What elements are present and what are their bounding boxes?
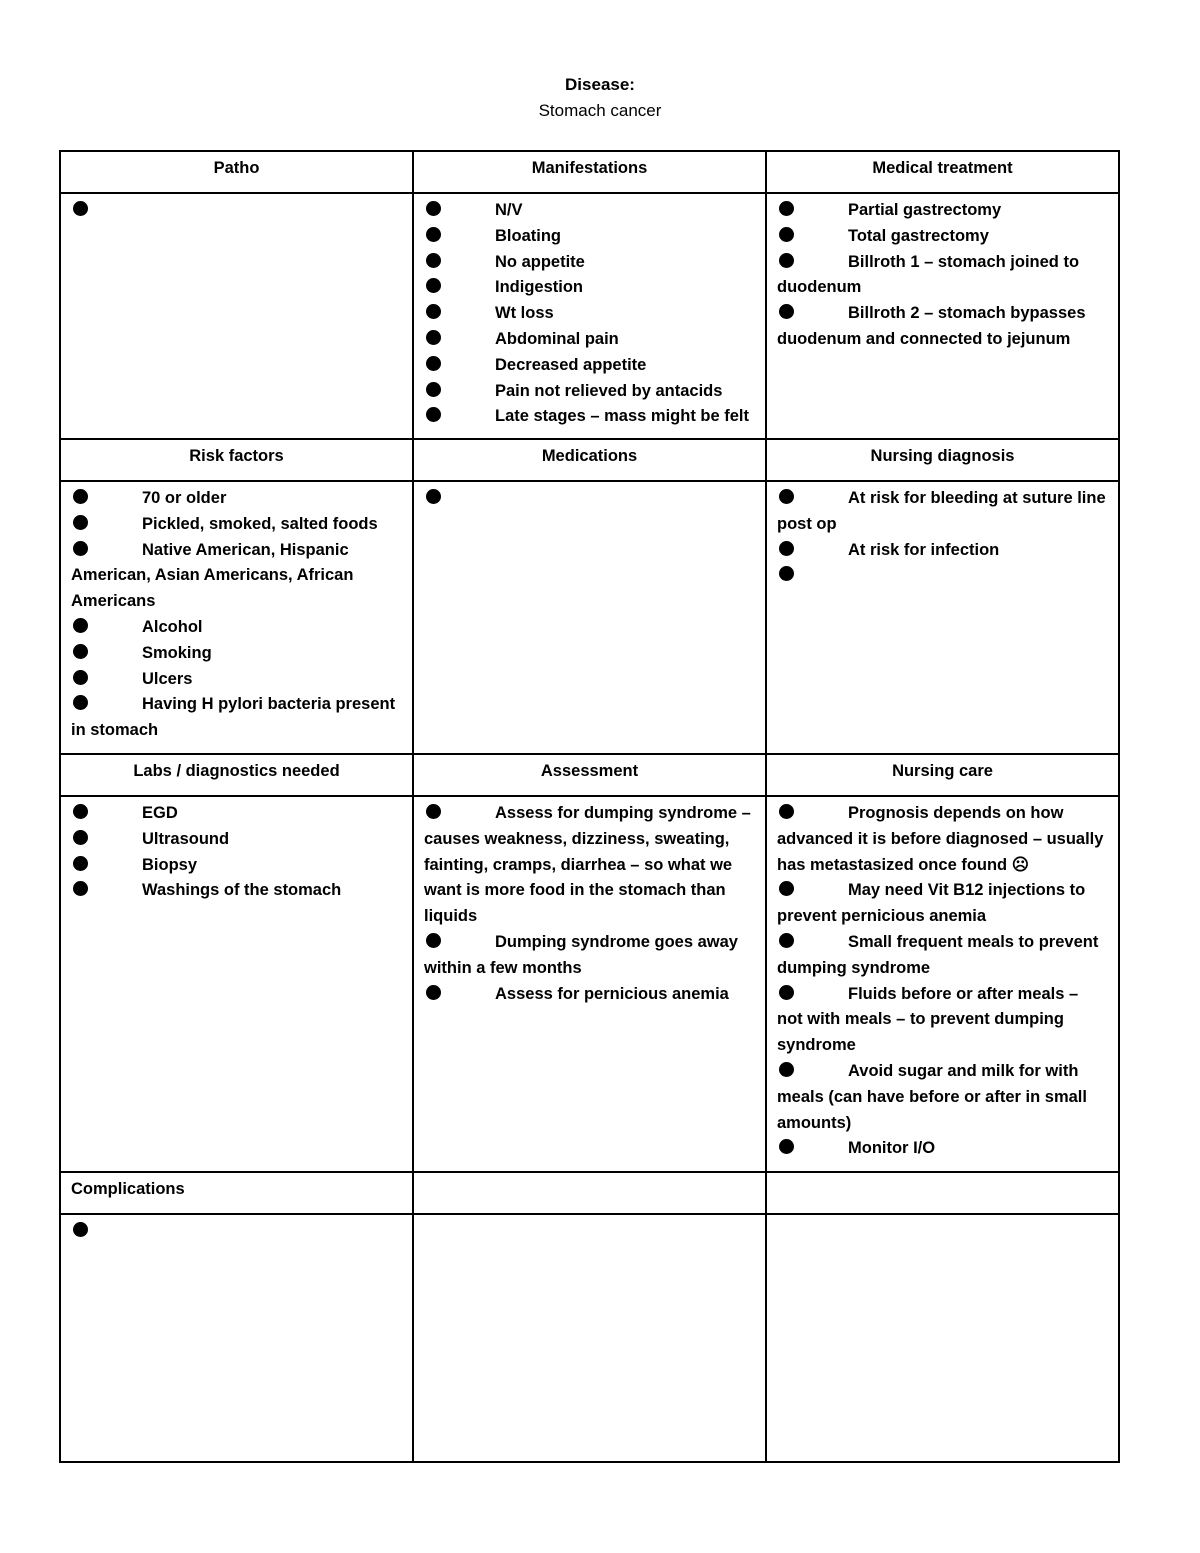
bullet-item: [71, 512, 402, 538]
bullet-icon: [73, 804, 88, 819]
bullet-icon: [73, 881, 88, 896]
document-title: [0, 72, 1200, 124]
bullet-item: [424, 250, 755, 276]
medications-header: Medications: [413, 439, 766, 481]
bullet-text: Fluids before or after meals – not with meals – to prevent dumping syndrome: [777, 984, 1079, 1055]
bullet-item: [71, 641, 402, 667]
bullet-text: Pain not relieved by antacids: [495, 381, 723, 400]
empty-cell: [413, 1214, 766, 1462]
empty-cell: [766, 1214, 1119, 1462]
bullet-icon: [426, 489, 441, 504]
bullet-item: [777, 198, 1108, 224]
bullet-icon: [779, 253, 794, 268]
labs-header: Labs / diagnostics needed: [60, 754, 413, 796]
bullet-item: [777, 878, 1108, 930]
bullet-icon: [779, 566, 794, 581]
bullet-item: [424, 275, 755, 301]
bullet-text: Washings of the stomach: [142, 881, 342, 900]
medical-treatment-header: Medical treatment: [766, 151, 1119, 193]
bullet-item: [777, 982, 1108, 1059]
bullet-text: Alcohol: [142, 617, 203, 636]
bullet-item: [424, 301, 755, 327]
bullet-icon: [426, 933, 441, 948]
bullet-text: Ultrasound: [142, 829, 230, 848]
empty-header-cell: [766, 1172, 1119, 1214]
bullet-item: [777, 801, 1108, 878]
bullet-text: At risk for infection: [848, 540, 1000, 559]
bullet-icon: [426, 278, 441, 293]
header-row: [60, 439, 1119, 481]
bullet-text: No appetite: [495, 252, 585, 271]
bullet-text: Partial gastrectomy: [848, 201, 1002, 219]
bullet-icon: [73, 670, 88, 685]
bullet-item: [71, 692, 402, 744]
bullet-text: Smoking: [142, 643, 212, 662]
bullet-icon: [73, 695, 88, 710]
bullet-item: [71, 198, 402, 224]
nursing-care-cell: [766, 796, 1119, 1172]
bullet-item: [424, 224, 755, 250]
bullet-icon: [426, 985, 441, 1000]
bullet-icon: [73, 515, 88, 530]
bullet-icon: [779, 881, 794, 896]
bullet-item: [777, 486, 1108, 538]
bullet-item: [424, 404, 755, 430]
bullet-item: [777, 301, 1108, 353]
content-row: [60, 1214, 1119, 1462]
bullet-text: Small frequent meals to prevent dumping syndrome: [777, 932, 1099, 977]
header-row: [60, 754, 1119, 796]
bullet-text: Late stages – mass might be felt: [495, 407, 750, 426]
medications-cell: [413, 481, 766, 754]
bullet-text: Billroth 2 – stomach bypasses duodenum and connected to jejunum: [777, 304, 1086, 348]
bullet-text: Indigestion: [495, 278, 583, 297]
bullet-text: Abdominal pain: [495, 329, 619, 348]
bullet-item: [777, 930, 1108, 982]
bullet-text: At risk for bleeding at suture line post op: [777, 489, 1106, 533]
complications-header: Complications: [60, 1172, 413, 1214]
bullet-text: Dumping syndrome goes away within a few months: [424, 932, 738, 977]
bullet-icon: [779, 933, 794, 948]
bullet-icon: [426, 407, 441, 422]
bullet-icon: [73, 644, 88, 659]
bullet-text: EGD: [142, 804, 178, 822]
bullet-icon: [426, 356, 441, 371]
empty-header-cell: [413, 1172, 766, 1214]
bullet-item: [424, 379, 755, 405]
bullet-item: [424, 327, 755, 353]
bullet-icon: [426, 304, 441, 319]
bullet-icon: [426, 382, 441, 397]
bullet-icon: [426, 201, 441, 216]
bullet-text: Monitor I/O: [848, 1139, 936, 1158]
bullet-icon: [73, 856, 88, 871]
bullet-item: [777, 1136, 1108, 1162]
bullet-icon: [779, 227, 794, 242]
bullet-text: Avoid sugar and milk for with meals (can have before or after in small amounts): [777, 1061, 1087, 1132]
content-row: [60, 481, 1119, 754]
patho-cell: [60, 193, 413, 439]
bullet-icon: [779, 1062, 794, 1077]
nursing-diagnosis-cell: [766, 481, 1119, 754]
bullet-text: Ulcers: [142, 669, 193, 688]
bullet-text: May need Vit B12 injections to prevent pernicious anemia: [777, 881, 1086, 926]
bullet-icon: [73, 489, 88, 504]
bullet-item: [71, 853, 402, 879]
bullet-icon: [73, 1222, 88, 1237]
bullet-item: [71, 486, 402, 512]
bullet-item: [71, 1219, 402, 1245]
bullet-text: Bloating: [495, 226, 561, 245]
disease-label: Disease:: [565, 75, 635, 94]
bullet-icon: [779, 201, 794, 216]
header-row: [60, 1172, 1119, 1214]
bullet-item: [424, 198, 755, 224]
bullet-text: Biopsy: [142, 855, 198, 874]
bullet-icon: [779, 489, 794, 504]
bullet-item: [71, 667, 402, 693]
bullet-text: 70 or older: [142, 489, 227, 507]
bullet-text: Native American, Hispanic American, Asian Americans, African Americans: [71, 540, 354, 611]
disease-name: Stomach cancer: [538, 101, 662, 120]
bullet-item: [424, 353, 755, 379]
content-row: [60, 193, 1119, 439]
bullet-text: Billroth 1 – stomach joined to duodenum: [777, 252, 1080, 297]
header-row: [60, 151, 1119, 193]
bullet-icon: [426, 330, 441, 345]
bullet-icon: [779, 304, 794, 319]
bullet-item: [71, 878, 402, 904]
bullet-item: [777, 1059, 1108, 1136]
bullet-item: [424, 930, 755, 982]
bullet-text: N/V: [495, 201, 523, 219]
bullet-text: Prognosis depends on how advanced it is before diagnosed – usually has metastasized once found ☹: [777, 804, 1104, 874]
bullet-icon: [779, 804, 794, 819]
bullet-icon: [426, 253, 441, 268]
bullet-item: [71, 801, 402, 827]
complications-cell: [60, 1214, 413, 1462]
risk-factors-cell: [60, 481, 413, 754]
bullet-text: Total gastrectomy: [848, 226, 989, 245]
bullet-icon: [779, 1139, 794, 1154]
bullet-icon: [779, 541, 794, 556]
bullet-text: Assess for dumping syndrome – causes weakness, dizziness, sweating, fainting, cramps, diarrhea – so what we want is more food in the stomach than liquids: [424, 804, 751, 926]
bullet-item: [71, 538, 402, 615]
bullet-icon: [73, 830, 88, 845]
risk-factors-header: Risk factors: [60, 439, 413, 481]
bullet-item: [777, 538, 1108, 564]
bullet-item: [777, 224, 1108, 250]
patho-header: Patho: [60, 151, 413, 193]
bullet-icon: [779, 985, 794, 1000]
assessment-cell: [413, 796, 766, 1172]
labs-cell: [60, 796, 413, 1172]
bullet-icon: [73, 618, 88, 633]
bullet-item: [71, 827, 402, 853]
bullet-text: Wt loss: [495, 304, 554, 323]
nursing-diagnosis-header: Nursing diagnosis: [766, 439, 1119, 481]
bullet-item: [424, 801, 755, 930]
bullet-item: [71, 615, 402, 641]
manifestations-header: Manifestations: [413, 151, 766, 193]
assessment-header: Assessment: [413, 754, 766, 796]
content-row: [60, 796, 1119, 1172]
bullet-text: Having H pylori bacteria present in stomach: [71, 695, 396, 740]
bullet-item: [777, 250, 1108, 302]
bullet-text: Decreased appetite: [495, 355, 647, 374]
bullet-icon: [426, 804, 441, 819]
bullet-icon: [426, 227, 441, 242]
bullet-icon: [73, 201, 88, 216]
bullet-text: Pickled, smoked, salted foods: [142, 514, 378, 533]
bullet-icon: [73, 541, 88, 556]
bullet-text: Assess for pernicious anemia: [495, 984, 729, 1003]
bullet-item: [424, 486, 755, 512]
care-map-table: [59, 150, 1120, 1463]
bullet-item: [424, 982, 755, 1008]
bullet-item: [777, 563, 1108, 589]
medical-treatment-cell: [766, 193, 1119, 439]
manifestations-cell: [413, 193, 766, 439]
nursing-care-header: Nursing care: [766, 754, 1119, 796]
